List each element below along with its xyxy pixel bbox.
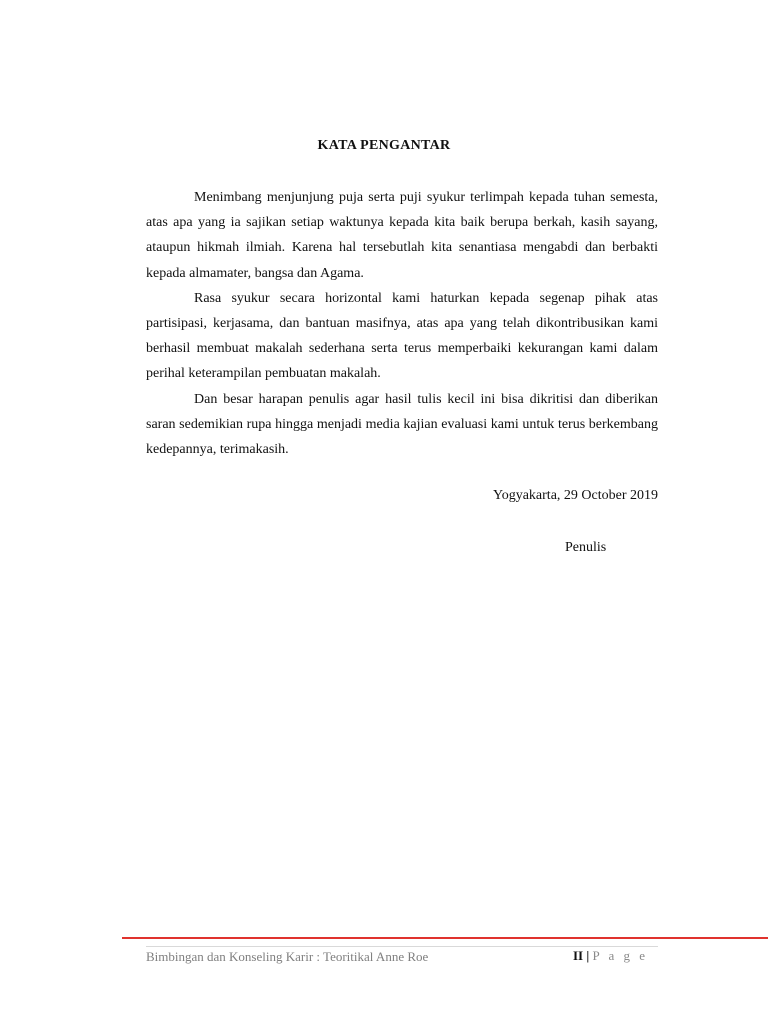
page-word: P a g e bbox=[592, 948, 649, 963]
footer-divider bbox=[146, 946, 658, 947]
body-text bbox=[146, 185, 658, 462]
signer: Penulis bbox=[565, 540, 607, 555]
page-separator: | bbox=[586, 948, 590, 963]
paragraph-1: Menimbang menjunjung puja serta puji syukur terlimpah kepada tuhan semesta, atas apa yang ia sajikan setiap waktunya kepada kita baik berupa berkah, kasih sayang, ataupun hikmah ilmiah. Karena hal tersebutlah kita senantiasa mengabdi dan berbakti kepada almamater, bangsa dan Agama. bbox=[146, 190, 658, 281]
footer-page-number bbox=[573, 948, 648, 964]
footer-running-title: Bimbingan dan Konseling Karir : Teoritikal Anne Roe bbox=[146, 949, 429, 964]
paragraph-3: Dan besar harapan penulis agar hasil tulis kecil ini bisa dikritisi dan diberikan saran sedemikian rupa hingga menjadi media kajian evaluasi kami untuk terus berkembang kedepannya, terimakasih. bbox=[146, 391, 658, 458]
page-number: II bbox=[573, 948, 584, 963]
page-title: KATA PENGANTAR bbox=[317, 138, 451, 153]
footer-rule bbox=[122, 937, 768, 939]
place-date: Yogyakarta, 29 October 2019 bbox=[493, 488, 658, 503]
paragraph-2: Rasa syukur secara horizontal kami haturkan kepada segenap pihak atas partisipasi, kerjasama, dan bantuan masifnya, atas apa yang telah dikontribusikan kami berhasil membuat makalah sederhana serta terus memperbaiki kekurangan kami dalam perihal keterampilan pembuatan makalah. bbox=[146, 290, 658, 382]
